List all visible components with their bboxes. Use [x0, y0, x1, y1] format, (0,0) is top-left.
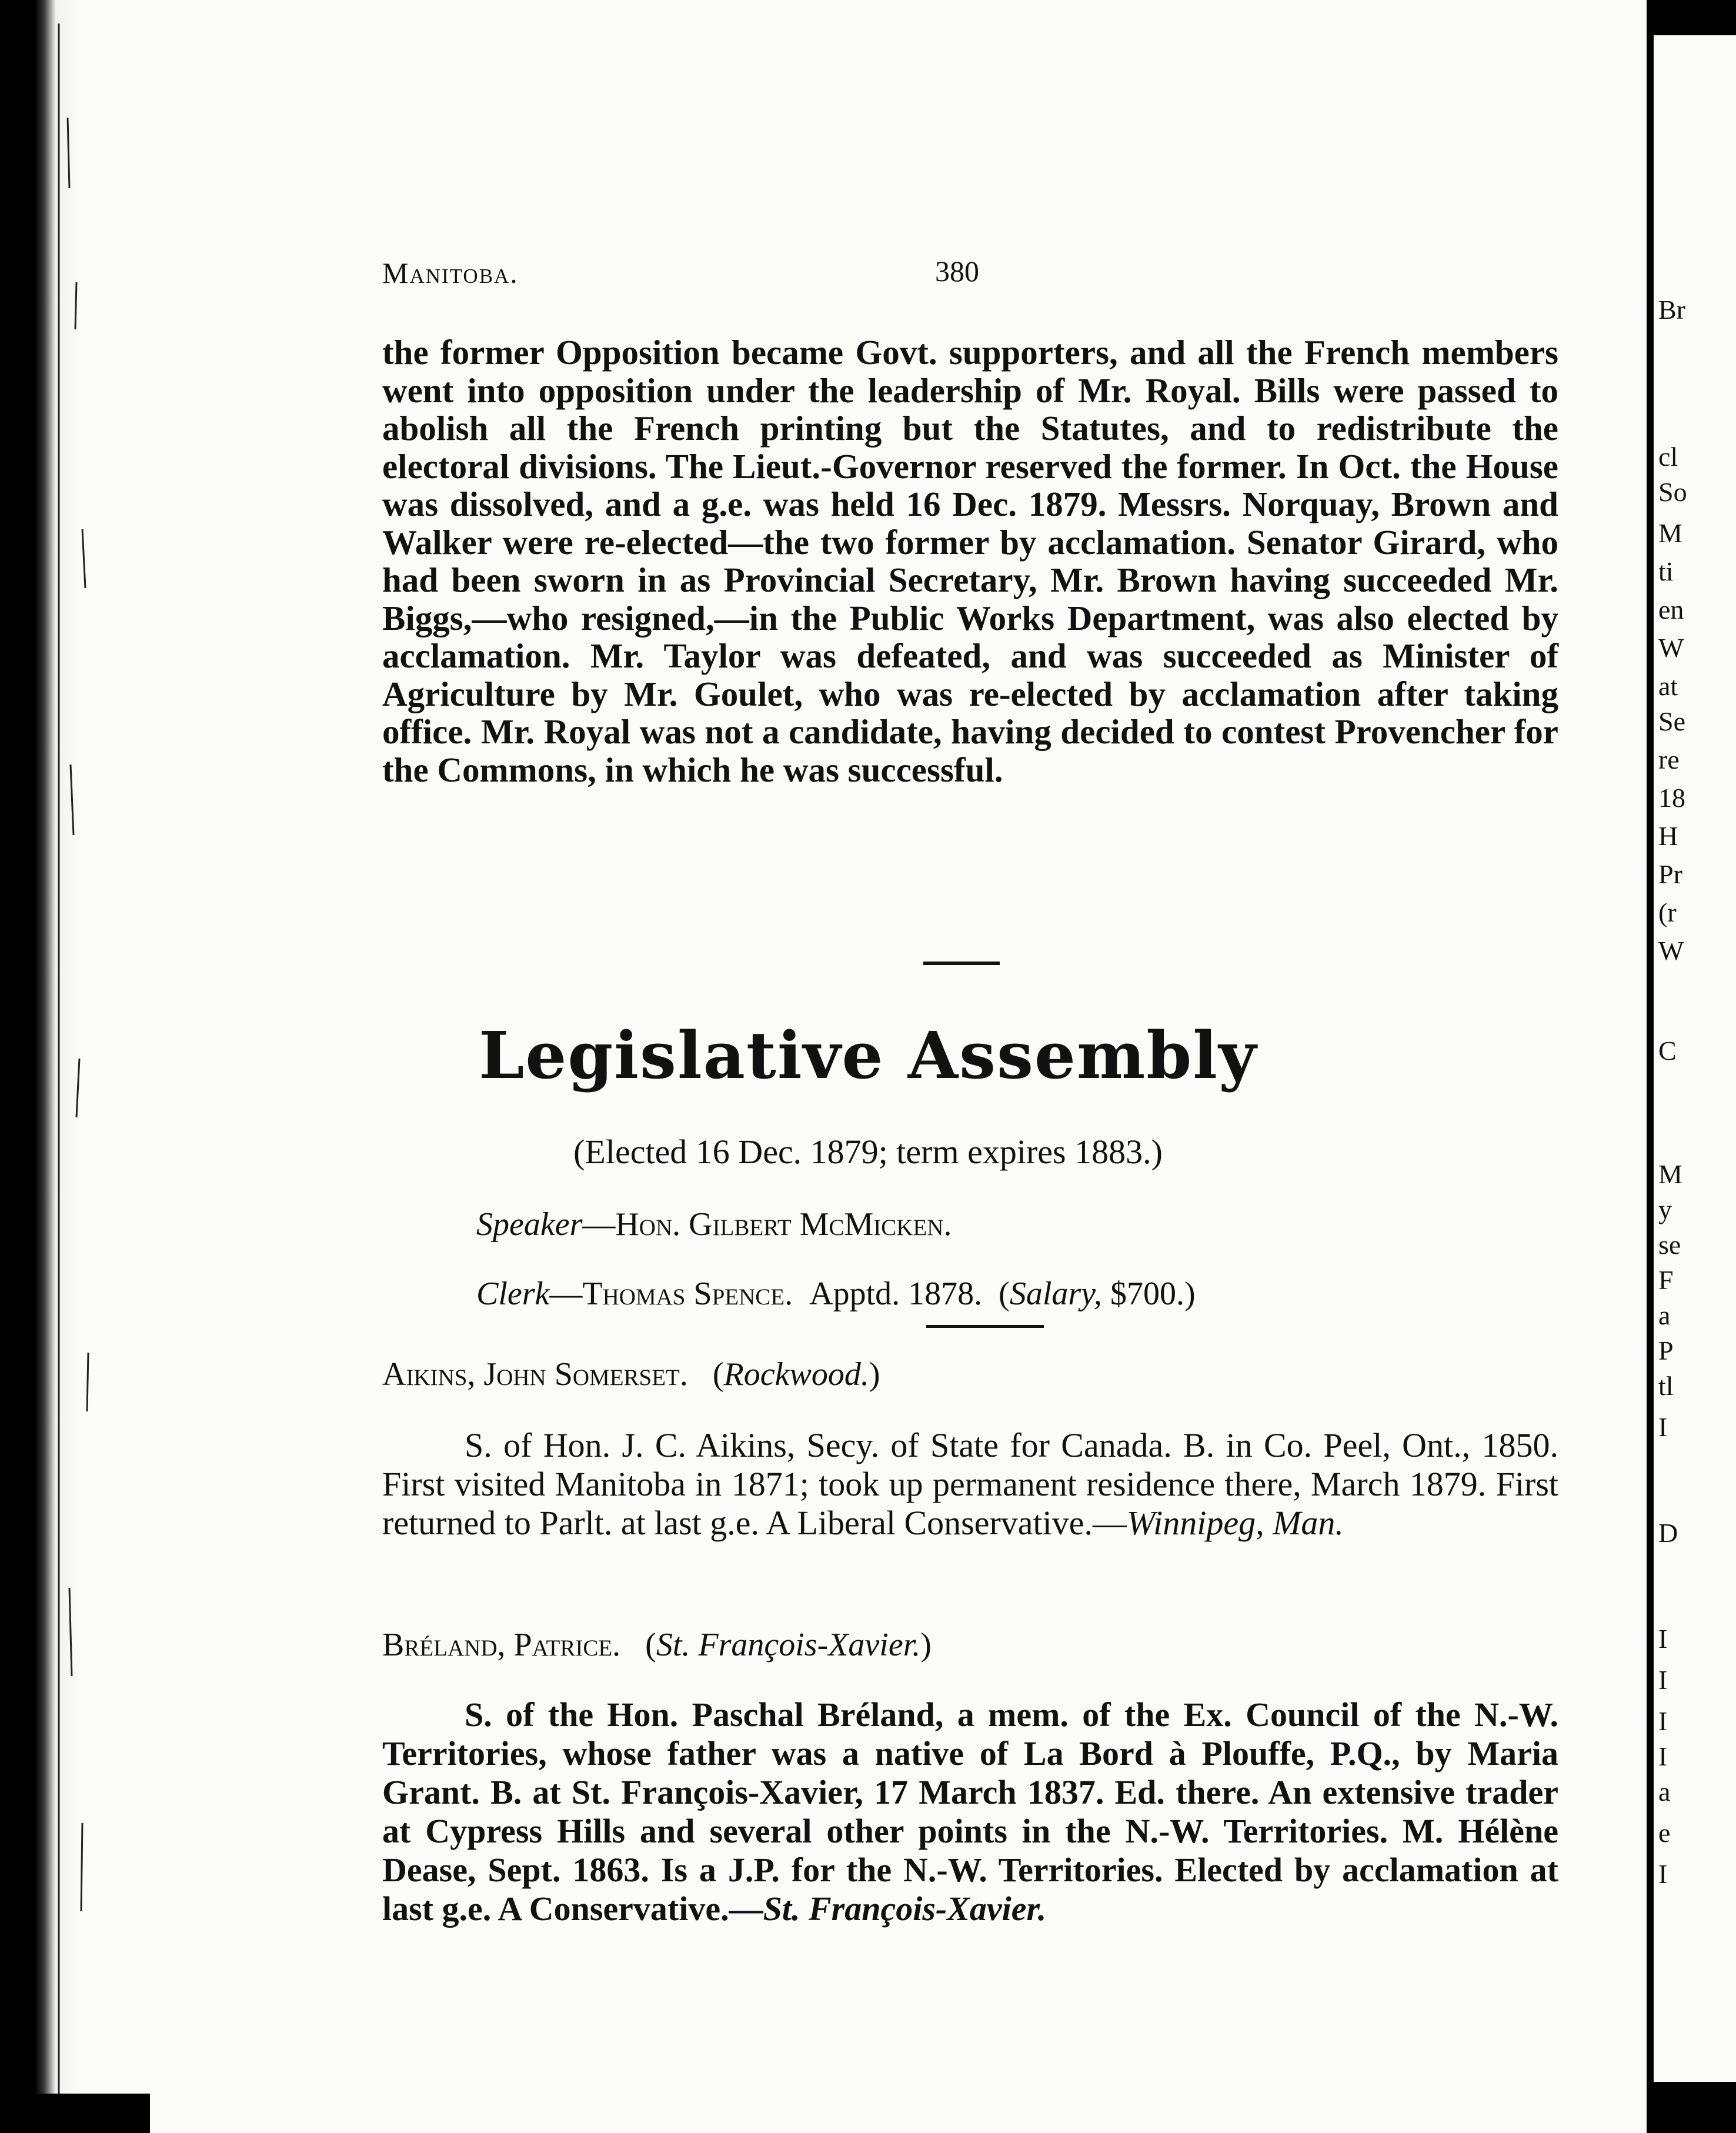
entry-heading-breland: Bréland, Patrice. (St. François-Xavier.): [382, 1627, 932, 1663]
clerk-rule: [926, 1325, 1044, 1328]
facing-page-letter: tl: [1658, 1371, 1674, 1401]
entry-bio-text: S. of Hon. J. C. Aikins, Secy. of State for Canada. B. in Co. Peel, Ont., 1850. First visited Manitoba in 1871; took up permanent residence there, March 1879. First returned to Parlt. at last g.e. A Liberal Conservative.—: [382, 1426, 1558, 1542]
facing-page-letter: at: [1658, 671, 1678, 701]
facing-page-letter: M: [1658, 518, 1682, 548]
clerk-salary-value: $700.: [1110, 1276, 1184, 1312]
facing-page-letter: 18: [1658, 783, 1685, 813]
facing-page-letter: Se: [1658, 706, 1685, 736]
facing-page-letter: ti: [1658, 556, 1674, 586]
facing-page-letter: M: [1658, 1159, 1682, 1189]
facing-page-letter: y: [1658, 1194, 1672, 1224]
facing-page-letter: cl: [1658, 442, 1678, 472]
entry-heading-aikins: Aikins, John Somerset. (Rockwood.): [382, 1356, 880, 1393]
facing-page-letter: (r: [1658, 897, 1677, 927]
facing-page-letter: W: [1658, 633, 1684, 663]
facing-page-letter: I: [1658, 1706, 1668, 1736]
entry-name: Bréland, Patrice.: [382, 1627, 621, 1663]
clerk-appointed: Apptd. 1878.: [809, 1276, 983, 1312]
facing-page-letter: Pr: [1658, 859, 1682, 889]
facing-page-letter: I: [1658, 1624, 1668, 1654]
entry-bio-breland: [382, 1695, 1558, 1928]
facing-page-letter: P: [1658, 1336, 1674, 1366]
clerk-line: Clerk—Thomas Spence. Apptd. 1878. (Salary, $700.): [476, 1276, 1196, 1312]
facing-page-letter: re: [1658, 745, 1680, 775]
section-subtitle: (Elected 16 Dec. 1879; term expires 1883.): [573, 1133, 1163, 1171]
facing-page-letter: Br: [1658, 295, 1685, 325]
entry-address: St. François-Xavier.: [763, 1890, 1047, 1928]
clerk-salary-label: Salary,: [1009, 1276, 1102, 1312]
facing-page-letter: a: [1658, 1777, 1671, 1807]
entry-constituency: Rockwood.: [723, 1356, 869, 1393]
facing-page-letter: H: [1658, 821, 1678, 851]
clerk-name: —Thomas Spence.: [549, 1276, 793, 1312]
facing-page-letter: W: [1658, 936, 1684, 966]
facing-page-letter: I: [1658, 1741, 1668, 1771]
facing-page-letter: se: [1658, 1230, 1681, 1260]
facing-page-letter: I: [1658, 1859, 1668, 1889]
running-head: Manitoba.: [382, 256, 519, 289]
entry-constituency: St. François-Xavier.: [656, 1627, 921, 1663]
facing-page-letter: F: [1658, 1265, 1674, 1295]
facing-page-letter: D: [1658, 1518, 1678, 1548]
facing-page-letter: C: [1658, 1036, 1677, 1066]
facing-page-fragment: [1654, 35, 1736, 2082]
facing-page-letter: en: [1658, 595, 1684, 625]
facing-page-letter: I: [1658, 1665, 1668, 1695]
facing-page-letter: a: [1658, 1300, 1671, 1330]
facing-page-letter: e: [1658, 1818, 1671, 1848]
entry-bio-aikins: [382, 1426, 1558, 1543]
entry-name: Aikins, John Somerset.: [382, 1356, 688, 1393]
continuation-paragraph-text: the former Opposition became Govt. supporters, and all the French members went into opposition under the leadership of Mr. Royal. Bills were passed to abolish all the French printing but the Statutes, and to redistribute the electoral divisions. The Lieut.-Governor reserved the former. In Oct. the House was dissolved, and a g.e. was held 16 Dec. 1879. Messrs. Norquay, Brown and Walker were re-elected—the two former by acclamation. Senator Girard, who had been sworn in as Provincial Secretary, Mr. Brown having succeeded Mr. Biggs,—who resigned,—in the Public Works Department, was also elected by acclamation. Mr. Taylor was defeated, and was succeeded as Minister of Agriculture by Mr. Goulet, who was re-elected by acclamation after taking office. Mr. Royal was not a candidate, having decided to contest Provencher for the Commons, in which he was successful.: [382, 333, 1558, 789]
speaker-label: Speaker: [476, 1206, 583, 1243]
speaker-line: [476, 1206, 952, 1243]
facing-page-letter: I: [1658, 1412, 1668, 1442]
speaker-value: —Hon. Gilbert McMicken.: [582, 1206, 952, 1243]
section-title: Legislative Assembly: [478, 1017, 1257, 1093]
continuation-paragraph: [382, 333, 1558, 789]
entry-address: Winnipeg, Man.: [1127, 1504, 1344, 1542]
clerk-label: Clerk: [476, 1276, 550, 1312]
entry-bio-text: S. of the Hon. Paschal Bréland, a mem. of the Ex. Council of the N.-W. Territories, whose father was a native of La Bord à Plouffe, P.Q., by Maria Grant. B. at St. François-Xavier, 17 March 1837. Ed. there. An extensive trader at Cypress Hills and several other points in the N.-W. Territories. M. Hélène Dease, Sept. 1863. Is a J.P. for the N.-W. Territories. Elected by acclamation at last g.e. A Conservative.—: [382, 1695, 1558, 1928]
page-number: 380: [935, 255, 979, 288]
section-divider-rule: [923, 962, 1000, 965]
facing-page-letter: So: [1658, 477, 1687, 507]
